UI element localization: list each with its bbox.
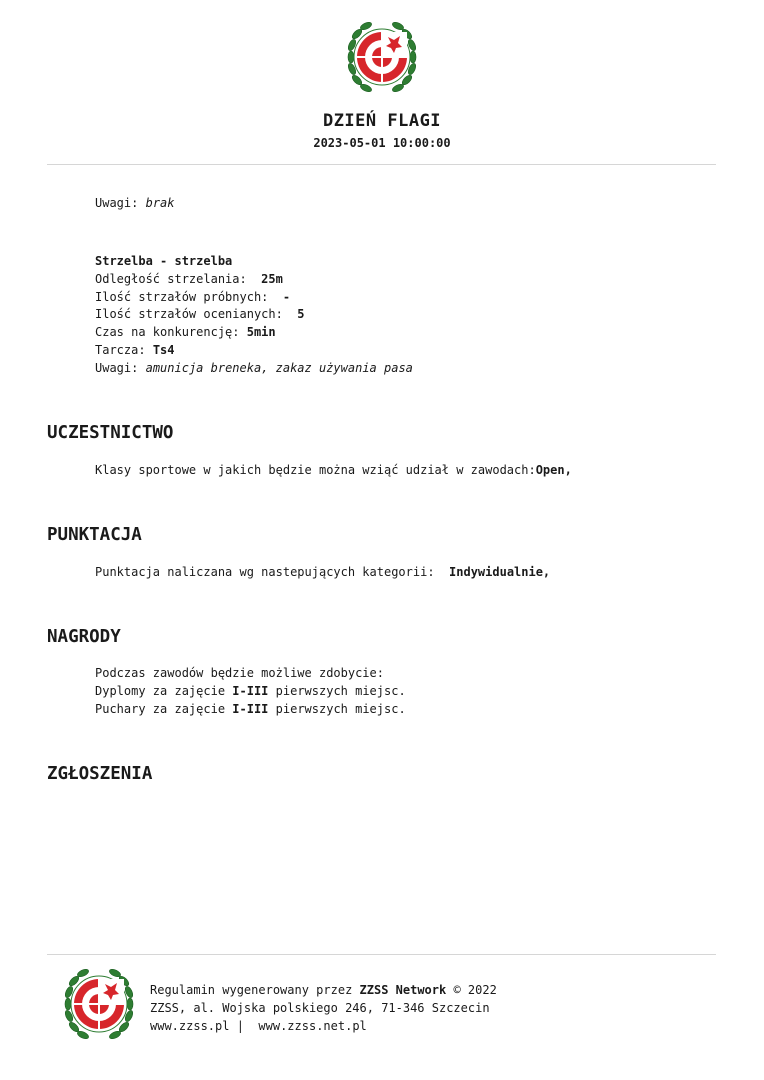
footer-link-zzss-pl[interactable]: www.zzss.pl xyxy=(150,1019,230,1033)
footer-logo-icon xyxy=(59,964,139,1044)
prizes-intro: Podczas zawodów będzie możliwe zdobycie: xyxy=(95,666,384,680)
document-title: DZIEŃ FLAGI xyxy=(322,111,442,131)
header-divider xyxy=(47,164,716,165)
time-row: Czas na konkurencję: 5min xyxy=(95,325,276,339)
registration-heading: ZGŁOSZENIA xyxy=(47,764,153,784)
trial-shots-row: Ilość strzałów próbnych: - xyxy=(95,290,291,304)
competition-remarks-row: Uwagi: amunicja breneka, zakaz używania pasa xyxy=(95,361,413,375)
footer-divider xyxy=(47,954,716,955)
competition-remarks-value: amunicja breneka, zakaz używania pasa xyxy=(145,361,413,375)
time-value: 5min xyxy=(246,325,276,339)
prizes-heading: NAGRODY xyxy=(47,627,121,647)
scoring-text: Punktacja naliczana wg nastepujących kategorii: Indywidualnie, xyxy=(95,565,551,579)
participation-value: Open, xyxy=(535,463,572,477)
target-row: Tarcza: Ts4 xyxy=(95,343,175,357)
prize-diplomas: Dyplomy za zajęcie I-III pierwszych miejsc. xyxy=(95,684,406,698)
prize-cups: Puchary za zajęcie I-III pierwszych miejsc. xyxy=(95,702,406,716)
general-remarks-value: brak xyxy=(145,196,175,210)
scored-shots-value: 5 xyxy=(297,307,305,321)
general-remarks xyxy=(95,196,175,210)
footer-brand: ZZSS Network xyxy=(359,983,447,997)
footer-address: ZZSS, al. Wojska polskiego 246, 71-346 Szczecin xyxy=(150,1001,490,1015)
footer-links: www.zzss.pl | www.zzss.net.pl xyxy=(150,1019,367,1033)
footer-link-zzss-net-pl[interactable]: www.zzss.net.pl xyxy=(258,1019,367,1033)
trial-shots-value: - xyxy=(282,290,291,304)
participation-text: Klasy sportowe w jakich będzie można wziąć udział w zawodach:Open, xyxy=(95,463,572,477)
competition-name: Strzelba - strzelba xyxy=(95,254,233,268)
event-datetime: 2023-05-01 10:00:00 xyxy=(313,136,451,150)
scored-shots-row: Ilość strzałów ocenianych: 5 xyxy=(95,307,305,321)
general-remarks-label: Uwagi: xyxy=(95,196,139,210)
footer-generated-by: Regulamin wygenerowany przez ZZSS Network © 2022 xyxy=(150,983,497,997)
distance-value: 25m xyxy=(261,272,283,286)
target-value: Ts4 xyxy=(152,343,175,357)
scoring-value: Indywidualnie, xyxy=(449,565,551,579)
scoring-heading: PUNKTACJA xyxy=(47,525,142,545)
participation-heading: UCZESTNICTWO xyxy=(47,423,174,443)
distance-row: Odległość strzelania: 25m xyxy=(95,272,283,286)
club-logo-icon xyxy=(342,17,422,97)
